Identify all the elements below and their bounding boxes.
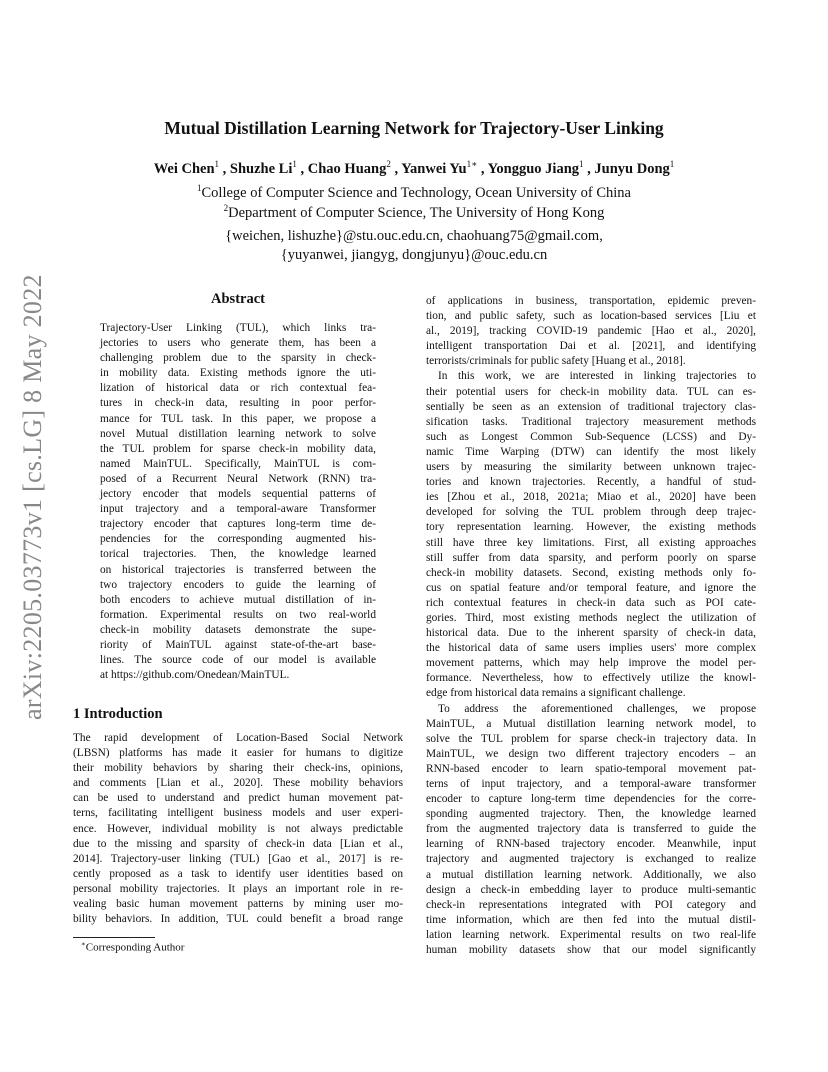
section-heading-introduction: 1 Introduction (73, 706, 163, 722)
body-text-line: historical data. Due to the inherent sparsity of check-in data, (426, 627, 756, 640)
body-text-line: personal mobility trajectories. It plays an important role in re- (73, 882, 403, 895)
body-text-line: a mutual distillation learning network. Additionally, we also (426, 868, 756, 881)
body-text-line: RNN-based encoder to learn spatio-temporal movement pat- (426, 762, 756, 775)
author-name: Yongguo Jiang (487, 160, 580, 177)
abstract-line: lization of historical data or rich contextual fea- (100, 382, 376, 395)
body-text-line: bility behaviors. In addition, TUL could benefit a broad range (73, 913, 403, 926)
author-affiliation-mark: 1 (214, 159, 220, 169)
body-text-line: cently proposed as a task to identify user identities based on (73, 867, 403, 880)
abstract-line: at https://github.com/Onedean/MainTUL. (100, 669, 290, 682)
abstract-line: jectory encoder that models sequential patterns of (100, 488, 376, 501)
body-text-line: developed for solving the TUL problem through deep trajec- (426, 506, 756, 519)
body-text-line: (LBSN) platforms has made it easier for humans to digitize (73, 747, 403, 760)
body-text-line: 2014]. Trajectory-user linking (TUL) [Gao et al., 2017] is re- (73, 852, 403, 865)
footnote-rule (73, 937, 155, 938)
body-text-line: cus on spatial feature and/or temporal feature, and ignore the (426, 581, 756, 594)
email-line-1: {weichen, lishuzhe}@stu.ouc.edu.cn, chaohuang75@gmail.com, (225, 228, 603, 244)
body-text-line: trajectory and augmented trajectory is exchanged to realize (426, 853, 756, 866)
author-name: Chao Huang (307, 160, 387, 177)
body-text-line: human mobility datasets show that our model significantly (426, 944, 756, 957)
author-name: Shuzhe Li (229, 160, 293, 177)
introduction-left-column (73, 731, 403, 927)
abstract-line: in mobility data. Existing methods ignore the uti- (100, 367, 376, 380)
body-text-line: the historical data of same users implies users' more complex (426, 642, 756, 655)
abstract-line: Trajectory-User Linking (TUL), which links tra- (100, 322, 376, 334)
body-text-line: In this work, we are interested in linking trajectories to (438, 370, 756, 383)
body-text-line: encoder to capture long-term time dependencies for the corre- (426, 793, 756, 806)
body-text-line: sponding augmented trajectory. Then, the knowledge learned (426, 808, 756, 821)
body-text-line: due to the missing and sparsity of check-in data [Lian et al., (73, 837, 403, 850)
body-text-line: ies [Zhou et al., 2018, 2021a; Miao et al., 2020] have been (426, 491, 756, 504)
abstract-line: torical trajectories. Then, the knowledge learned (100, 548, 376, 561)
abstract-line: mance for TUL task. In this paper, we propose a (100, 412, 376, 425)
abstract-line: pendencies for the corresponding augmented his- (100, 533, 376, 546)
author-affiliation-mark: 1 (669, 159, 675, 169)
body-text-line: movement patterns, which may help improve the model per- (426, 657, 756, 670)
body-text-line: lation learning network. Experimental results on two real-life (426, 928, 756, 941)
abstract-heading: Abstract (211, 291, 265, 307)
body-text-line: of applications in business, transportation, epidemic preven- (426, 295, 756, 307)
author-list: Wei Chen$^1$ , Shuzhe Li$^1$ , Chao Huang$^2$ , Yanwei $Yu^{1∗}$ , Yongguo Jiang$^1$ , Junyu Dong$^1$ (153, 159, 675, 177)
author-name: Wei Chen (153, 160, 215, 177)
abstract-line: formation. Experimental results on two real-world (100, 608, 376, 621)
body-text-line: can be used to understand and predict human movement pat- (73, 792, 403, 805)
abstract-body (100, 321, 376, 683)
body-text-line: ence. However, individual mobility is not always predictable (73, 822, 403, 835)
body-text-line: al., 2019], tracking COVID-19 pandemic [Hao et al., 2020], (426, 325, 756, 338)
author-affiliation-mark: 2 (386, 159, 391, 169)
footnote: ∗Corresponding Author (81, 940, 185, 954)
abstract-line: the TUL problem for sparse check-in mobility data, (100, 442, 376, 455)
author-name: Junyu Dong (594, 160, 670, 177)
body-text-line: terns of input trajectory, and a temporal-aware transformer (426, 778, 756, 790)
body-text-line: such as Longest Common Sub-Sequence (LCSS) and Dy- (426, 430, 756, 443)
abstract-line: input trajectory and a temporal-aware Transformer (100, 503, 376, 516)
body-text-line: intelligent transportation Dai et al. [2021], and identifying (426, 340, 756, 353)
body-text-line: design a check-in embedding layer to produce multi-semantic (426, 883, 756, 896)
body-text-line: learning of RNN-based trajectory encoder. Meanwhile, input (426, 838, 756, 851)
body-text-line: tion, and public safety, such as location-based services [Liu et (426, 310, 756, 323)
abstract-line: both encoders to achieve mutual distillation of in- (100, 593, 376, 606)
body-text-line: time information, which are then fed into the mutual distil- (426, 913, 756, 926)
body-text-line: and comments [Lian et al., 2020]. These mobility behaviors (73, 777, 403, 790)
abstract-line: check-in mobility datasets demonstrate the supe- (100, 623, 376, 636)
body-text-line: check-in representations integrated with POI category and (426, 898, 756, 911)
body-text-line: tories and known trajectories. Recently, a handful of stud- (426, 476, 756, 489)
abstract-line: named MainTUL. Specifically, MainTUL is com- (100, 457, 376, 470)
body-text-line: check-in mobility datasets. Second, existing methods only fo- (426, 566, 756, 579)
body-text-line: tory representation learning. However, the existing methods (426, 521, 756, 534)
affiliation-2: $^2$Department of Computer Science, The University of Hong Kong (223, 203, 605, 221)
abstract-line: jectories to users who generate them, has been a (100, 337, 376, 350)
author-emails (0, 227, 828, 265)
abstract-line: on historical trajectories is transferred between the (100, 563, 376, 576)
body-text-line: their mobility behaviors by sharing their check-ins, opinions, (73, 762, 403, 775)
body-text-line: terrorists/criminals for public safety [Huang et al., 2018]. (426, 355, 686, 368)
arxiv-identifier: arXiv:2205.03773v1 [cs.LG] 8 May 2022 (18, 274, 47, 720)
body-text-line: from the augmented trajectory data is transferred to guide the (426, 823, 756, 836)
body-text-line: still suffer from data sparsity, and perform poorly on sparse (426, 551, 756, 564)
abstract-line: two trajectory encoders to guide the learning of (100, 578, 376, 591)
author-affiliation-mark: 1 (579, 159, 584, 169)
abstract-line: riority of MainTUL against state-of-the-art base- (100, 638, 376, 651)
body-text-line: The rapid development of Location-Based Social Network (73, 732, 403, 744)
abstract-line: tures in check-in data, resulting in poor perfor- (100, 397, 376, 410)
body-text-line: edge from historical data remains a significant challenge. (426, 687, 686, 700)
body-text-line: formance. Nevertheless, how to effectively utilize the knowl- (426, 672, 756, 685)
body-text-line: MainTUL, a Mutual distillation learning network model, to (426, 717, 756, 730)
body-text-line: gories. Third, most existing methods neglect the utilization of (426, 611, 756, 624)
right-column-text (426, 294, 756, 958)
affiliation-1: $^1$College of Computer Science and Technology, Ocean University of China (197, 183, 631, 201)
body-text-line: solve the TUL problem for sparse check-in trajectory data. In (426, 732, 756, 745)
abstract-line: novel Mutual distillation learning network to solve (100, 427, 376, 440)
abstract-line: challenging problem due to the sparsity in check- (100, 352, 376, 365)
body-text-line: sification tasks. Traditional trajectory measurement methods (426, 415, 756, 428)
body-text-line: users by measuring the similarity between unknown trajec- (426, 461, 756, 474)
email-line-2: {yuyanwei, jiangyg, dongjunyu}@ouc.edu.cn (280, 247, 548, 263)
author-name: Yanwei Yu (401, 160, 467, 177)
body-text-line: rich contextual features in check-in data such as POI cate- (426, 596, 756, 609)
body-text-line: terns, facilitating intelligent business models and user experi- (73, 807, 403, 820)
body-text-line: their potential users for check-in mobility data. TUL can es- (426, 385, 756, 398)
body-text-line: To address the aforementioned challenges, we propose (438, 702, 756, 715)
abstract-line: lines. The source code of our model is available (100, 654, 376, 667)
author-affiliation-mark: 1 (292, 159, 297, 169)
author-affiliation-mark: 1∗ (466, 159, 478, 169)
abstract-line: trajectory encoder that captures long-term time de- (100, 518, 376, 531)
body-text-line: still have three key limitations. First, all existing approaches (426, 536, 756, 549)
body-text-line: namic Time Warping (DTW) can identify the most likely (426, 445, 756, 458)
body-text-line: MainTUL, we design two different trajectory encoders – an (426, 747, 756, 760)
abstract-line: posed of a Recurrent Neural Network (RNN) tra- (100, 472, 376, 485)
body-text-line: vealing basic human movement patterns by mining user mo- (73, 898, 403, 911)
paper-title: Mutual Distillation Learning Network for Trajectory-User Linking (164, 118, 664, 138)
body-text-line: sentially be seen as an extension of traditional trajectory clas- (426, 400, 756, 413)
